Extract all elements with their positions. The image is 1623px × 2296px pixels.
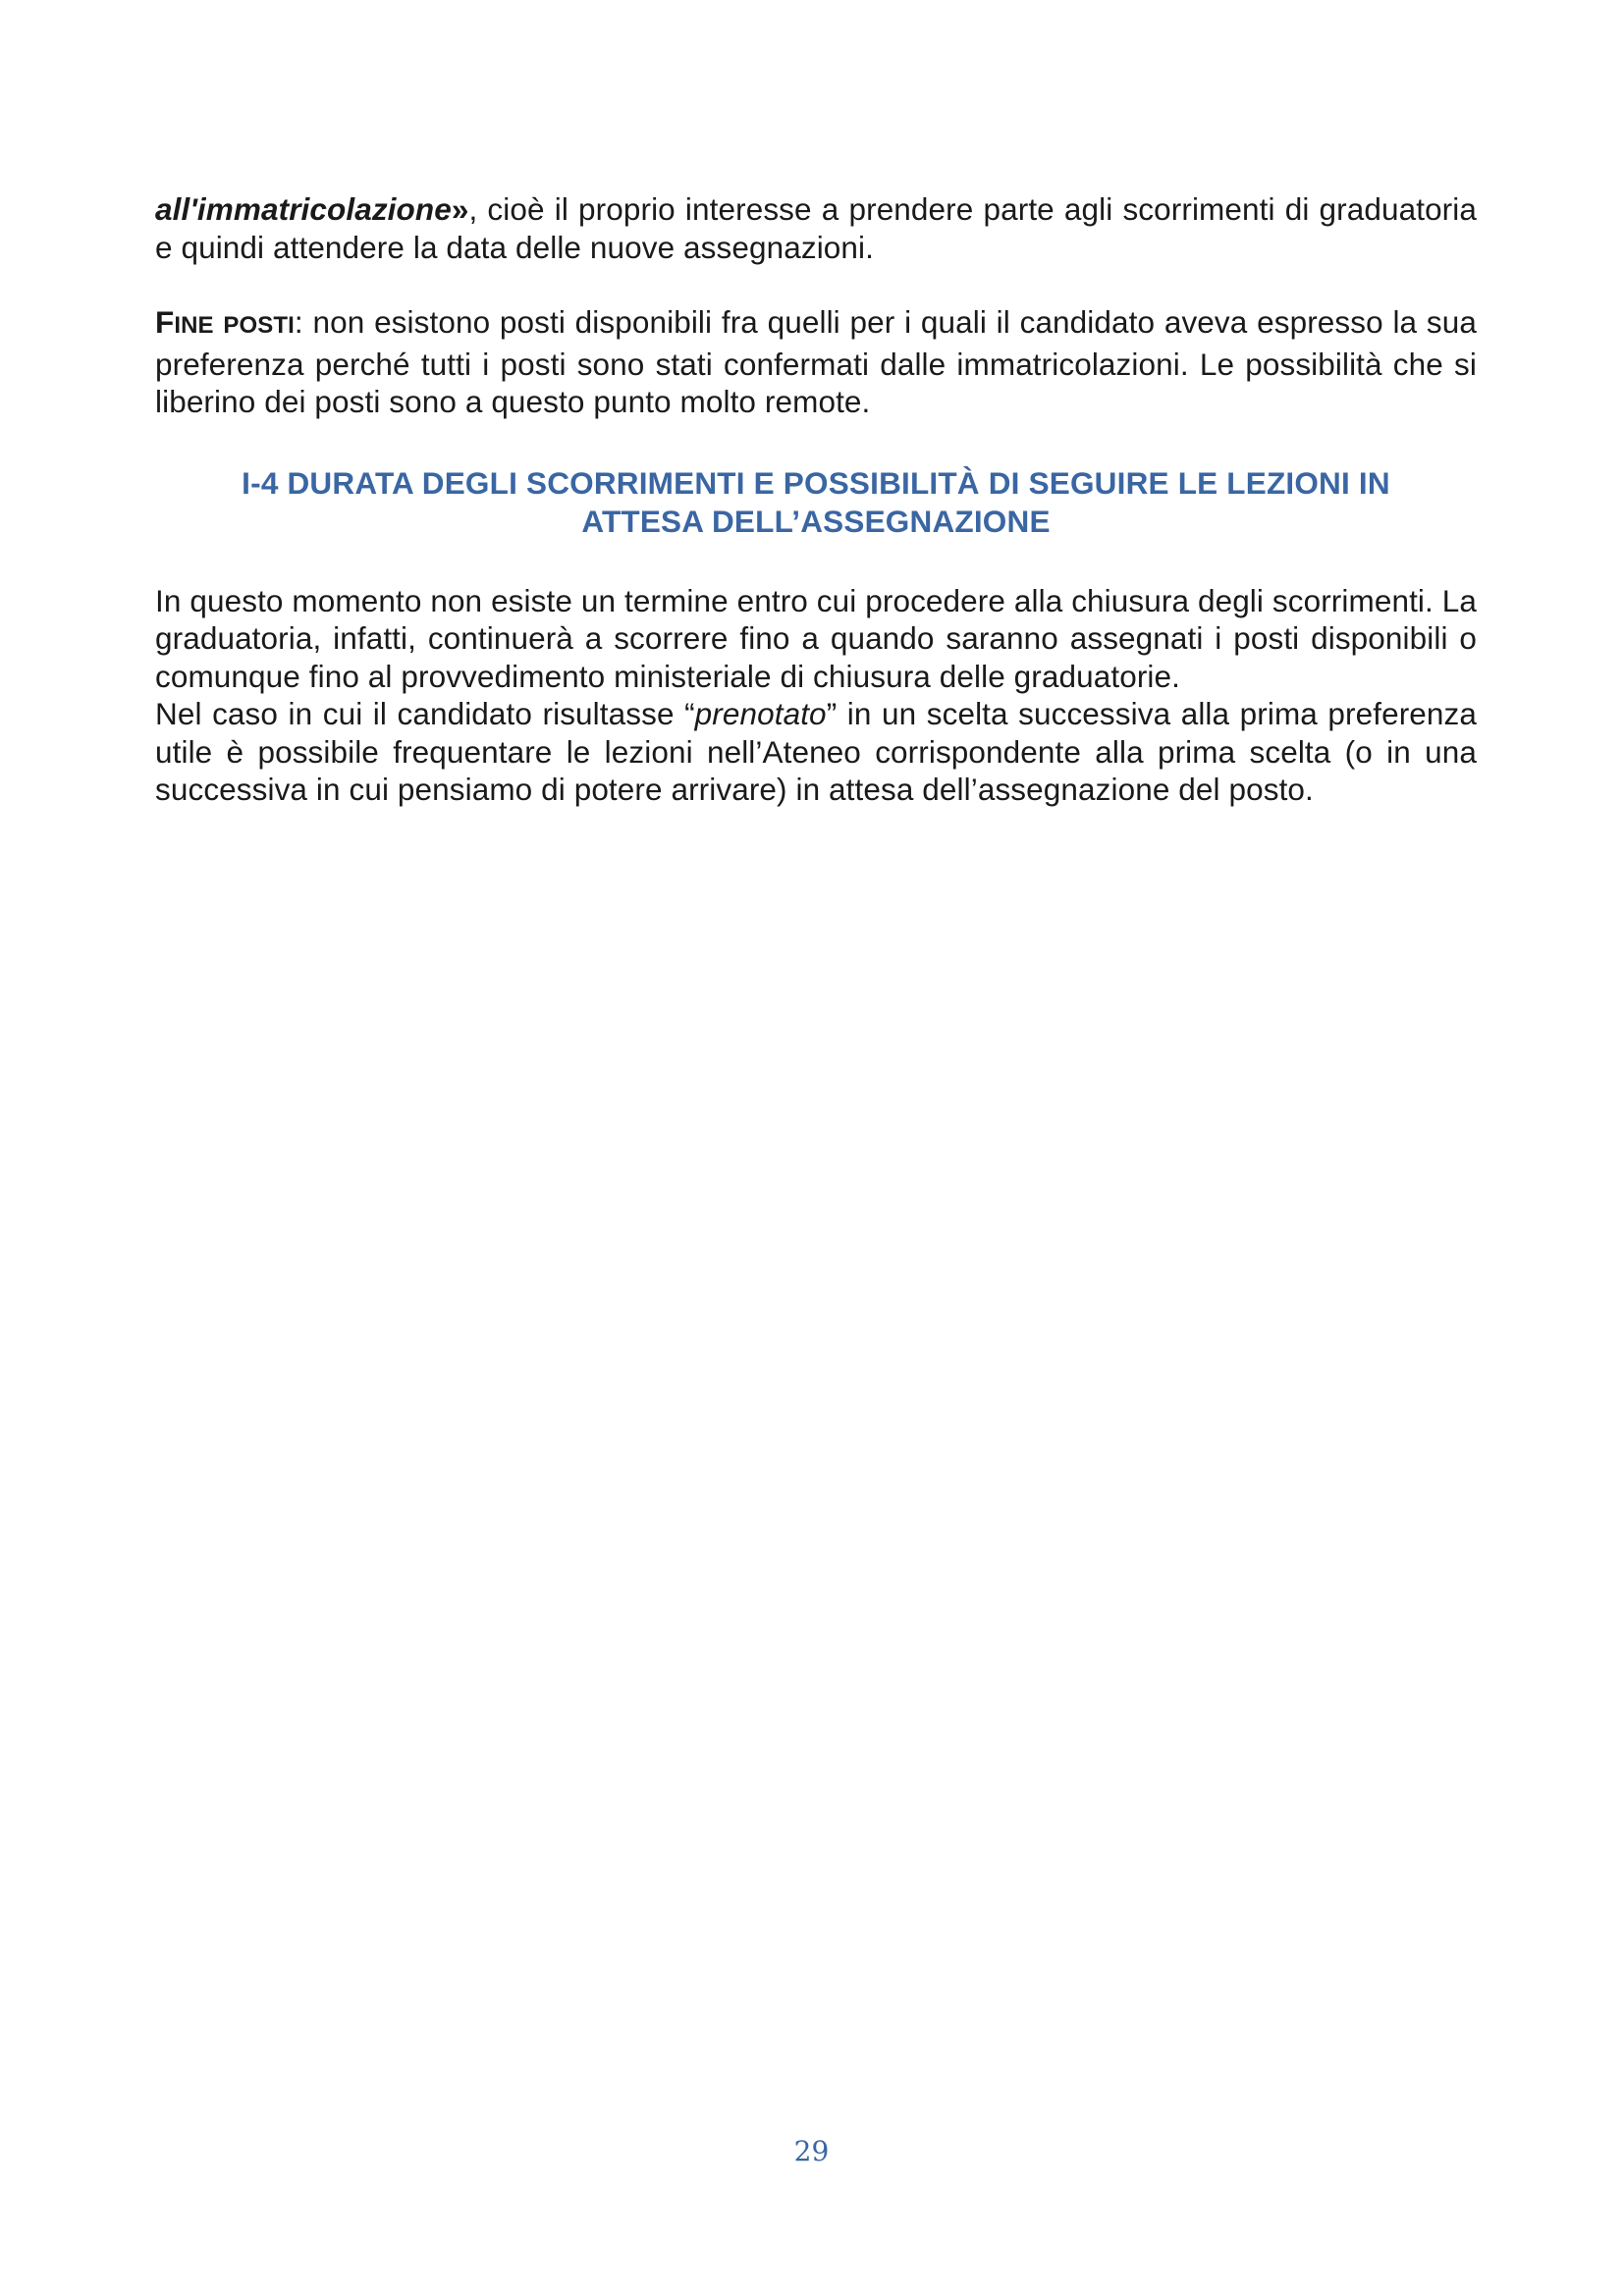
paragraph-spacer: [155, 266, 1477, 303]
paragraph-immatricolazione: [155, 190, 1477, 266]
page-content: [155, 190, 1477, 809]
paragraph-2-text: : non esistono posti disponibili fra quelli per i quali il candidato aveva espresso la sua preferenza perché tutti i posti sono stati confermati dalle immatricolazioni. Le possibilità che si liberino dei posti sono a questo punto molto remote.: [155, 304, 1477, 419]
paragraph-prenotato: [155, 695, 1477, 809]
label-space: [214, 304, 224, 340]
paragraph-1-text: , cioè il proprio interesse a prendere parte agli scorrimenti di graduatoria e quindi attendere la data delle nuove assegnazioni.: [155, 191, 1477, 265]
heading-line-1: I-4 DURATA DEGLI SCORRIMENTI E POSSIBILITÀ DI SEGUIRE LE LEZIONI IN: [242, 464, 1390, 501]
paragraph-4-before: Nel caso in cui il candidato risultasse “: [155, 696, 695, 731]
label-smallcaps-2: POSTI: [223, 312, 295, 339]
label-fine-posti: [155, 304, 295, 340]
page-number: 29: [793, 2135, 830, 2167]
emphasis-immatricolazione: all'immatricolazione: [155, 191, 452, 227]
section-heading: [155, 464, 1477, 541]
label-smallcaps-1: INE: [174, 312, 214, 339]
paragraph-durata: [155, 582, 1477, 696]
paragraph-fine-posti: [155, 303, 1477, 421]
paragraph-4-after: ” in un scelta successiva alla prima preferenza utile è possibile frequentare le lezioni nell’Ateneo corrispondente alla prima scelta (o in una successiva in cui pensiamo di potere arrivare) in attesa dell’assegnazione del posto.: [155, 696, 1477, 807]
paragraph-3-text: In questo momento non esiste un termine entro cui procedere alla chiusura degli scorrimenti. La graduatoria, infatti, continuerà a scorrere fino a quando saranno assegnati i posti disponibili o comunque fino al provvedimento ministeriale di chiusura delle graduatorie.: [155, 582, 1477, 694]
emphasis-prenotato: prenotato: [694, 696, 827, 731]
heading-line-2: ATTESA DELL’ASSEGNAZIONE: [581, 503, 1051, 539]
label-initial: F: [155, 304, 175, 340]
closing-guillemet: »: [451, 191, 469, 227]
